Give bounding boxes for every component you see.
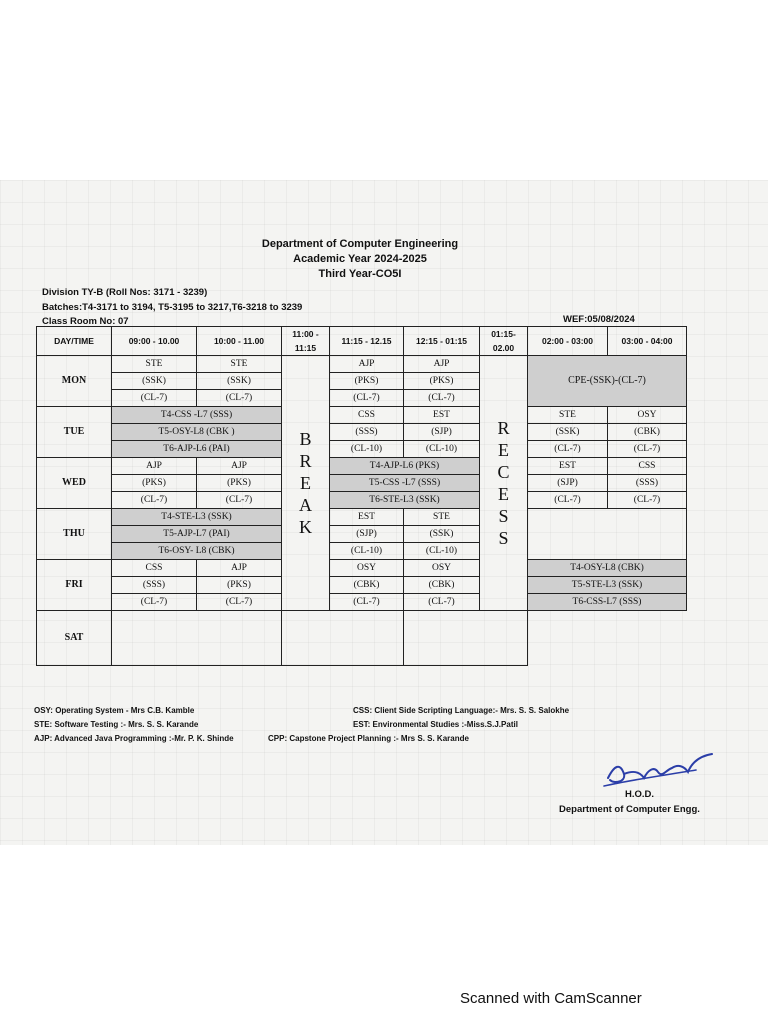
wed-c7-teacher: (SJP) [528,475,608,492]
mon-c5-room: (CL-7) [404,390,480,407]
day-wed: WED [37,458,112,509]
mon-c4-teacher: (PKS) [330,373,404,390]
tue-batch-t4: T4-CSS -L7 (SSS) [112,407,282,424]
break-letter: R [299,451,312,471]
fri-batch-t6: T6-CSS-L7 (SSS) [528,594,687,611]
legend-ajp: AJP: Advanced Java Programming :-Mr. P. K. Shinde [34,734,234,743]
thu-c4-room: (CL-10) [330,543,404,560]
wed-c8-room: (CL-7) [608,492,687,509]
academic-year: Academic Year 2024-2025 [293,253,427,265]
header-row [37,327,687,356]
break-letter: K [299,517,312,537]
tue-c5-teacher: (SJP) [404,424,480,441]
header-slot-5: 12:15 - 01:15 [404,327,480,356]
break-letter: B [299,429,312,449]
fri-c4-teacher: (CBK) [330,577,404,594]
fri-c4-room: (CL-7) [330,594,404,611]
tue-batch-t5: T5-OSY-L8 (CBK ) [112,424,282,441]
tue-row-2 [37,424,687,441]
day-sat: SAT [37,611,112,666]
hod-label: H.O.D. [625,789,655,800]
fri-batch-t5: T5-STE-L3 (SSK) [528,577,687,594]
wed-row-1 [37,458,687,475]
tue-c5-room: (CL-10) [404,441,480,458]
header-slot-recess: 01:15- 02.00 [480,327,528,356]
sat-midday-empty [282,611,404,666]
wed-c8-teacher: (SSS) [608,475,687,492]
wed-batch-t4: T4-AJP-L6 (PKS) [330,458,480,475]
sat-row [37,611,687,666]
fri-row-2 [37,577,687,594]
recess-letter: S [498,528,509,548]
mon-afternoon-cpe: CPE-(SSK)-(CL-7) [528,356,687,407]
classroom-info: Class Room No: 07 [42,316,129,327]
wed-c1-teacher: (PKS) [112,475,197,492]
mon-c2-room: (CL-7) [197,390,282,407]
sat-morning-empty [112,611,282,666]
wed-c8-subject: CSS [608,458,687,475]
tue-c8-subject: OSY [608,407,687,424]
day-thu: THU [37,509,112,560]
wed-c1-room: (CL-7) [112,492,197,509]
mon-c5-subject: AJP [404,356,480,373]
wed-c2-subject: AJP [197,458,282,475]
wed-row-2 [37,475,687,492]
tue-c4-room: (CL-10) [330,441,404,458]
recess-letter: C [497,462,510,482]
legend-est: EST: Environmental Studies :-Miss.S.J.Patil [353,720,518,729]
thu-batch-t6: T6-OSY- L8 (CBK) [112,543,282,560]
tue-c8-room: (CL-7) [608,441,687,458]
tue-row-3 [37,441,687,458]
legend-ste: STE: Software Testing :- Mrs. S. S. Karande [34,720,199,729]
wed-batch-t5: T5-CSS -L7 (SSS) [330,475,480,492]
tue-c4-teacher: (SSS) [330,424,404,441]
header-slot-4: 11:15 - 12.15 [330,327,404,356]
header-slot-1: 09:00 - 10.00 [112,327,197,356]
recess-letter: E [498,440,509,460]
class-title: Third Year-CO5I [318,268,402,280]
camscanner-watermark: Scanned with CamScanner [460,990,642,1007]
recess-letter: E [498,484,509,504]
fri-c2-room: (CL-7) [197,594,282,611]
wed-row-3 [37,492,687,509]
wed-c7-subject: EST [528,458,608,475]
header-slot-8: 03:00 - 04:00 [608,327,687,356]
recess-letter: R [497,418,510,438]
break-column [282,356,330,611]
fri-c1-teacher: (SSS) [112,577,197,594]
timetable [36,326,687,666]
hod-department: Department of Computer Engg. [559,804,700,815]
wed-c7-room: (CL-7) [528,492,608,509]
wed-c2-room: (CL-7) [197,492,282,509]
tue-c5-subject: EST [404,407,480,424]
thu-c5-subject: STE [404,509,480,526]
break-letter: E [300,473,311,493]
thu-row-1 [37,509,687,526]
department-title: Department of Computer Engineering [261,238,459,250]
fri-batch-t4: T4-OSY-L8 (CBK) [528,560,687,577]
fri-row-3 [37,594,687,611]
recess-letter: S [498,506,509,526]
tue-c4-subject: CSS [330,407,404,424]
fri-c2-subject: AJP [197,560,282,577]
fri-c5-subject: OSY [404,560,480,577]
batches-info: Batches:T4-3171 to 3194, T5-3195 to 3217,T6-3218 to 3239 [42,302,303,313]
legend-cpp: CPP: Capstone Project Planning :- Mrs S. S. Karande [268,734,469,743]
thu-c4-teacher: (SJP) [330,526,404,543]
tue-c7-subject: STE [528,407,608,424]
thu-c5-room: (CL-10) [404,543,480,560]
mon-c2-subject: STE [197,356,282,373]
legend-css: CSS: Client Side Scripting Language:- Mrs. S. S. Salokhe [353,706,570,715]
fri-c5-room: (CL-7) [404,594,480,611]
fri-c1-subject: CSS [112,560,197,577]
mon-c2-teacher: (SSK) [197,373,282,390]
fri-c5-teacher: (CBK) [404,577,480,594]
wef-date: WEF:05/08/2024 [563,314,635,325]
tue-c7-teacher: (SSK) [528,424,608,441]
mon-c1-room: (CL-7) [112,390,197,407]
fri-row-1 [37,560,687,577]
thu-batch-t4: T4-STE-L3 (SSK) [112,509,282,526]
thu-batch-t5: T5-AJP-L7 (PAI) [112,526,282,543]
header-slot-break: 11:00 - 11:15 [282,327,330,356]
tue-c8-teacher: (CBK) [608,424,687,441]
fri-c1-room: (CL-7) [112,594,197,611]
mon-c4-room: (CL-7) [330,390,404,407]
thu-c4-subject: EST [330,509,404,526]
recess-column [480,356,528,611]
header-slot-2: 10:00 - 11.00 [197,327,282,356]
header-daytime: DAY/TIME [37,327,112,356]
sat-afternoon-empty [404,611,528,666]
thu-c5-teacher: (SSK) [404,526,480,543]
fri-c2-teacher: (PKS) [197,577,282,594]
tue-row-1 [37,407,687,424]
wed-batch-t6: T6-STE-L3 (SSK) [330,492,480,509]
mon-row-1 [37,356,687,373]
division-info: Division TY-B (Roll Nos: 3171 - 3239) [42,287,208,298]
mon-c1-subject: STE [112,356,197,373]
day-tue: TUE [37,407,112,458]
tue-c7-room: (CL-7) [528,441,608,458]
legend-osy: OSY: Operating System - Mrs C.B. Kamble [34,706,195,715]
header-slot-7: 02:00 - 03:00 [528,327,608,356]
wed-c2-teacher: (PKS) [197,475,282,492]
break-letter: A [299,495,312,515]
mon-c5-teacher: (PKS) [404,373,480,390]
tue-batch-t6: T6-AJP-L6 (PAI) [112,441,282,458]
thu-afternoon-empty [528,509,687,560]
fri-c4-subject: OSY [330,560,404,577]
wed-c1-subject: AJP [112,458,197,475]
day-mon: MON [37,356,112,407]
mon-c1-teacher: (SSK) [112,373,197,390]
day-fri: FRI [37,560,112,611]
mon-c4-subject: AJP [330,356,404,373]
hod-signature [600,748,720,792]
